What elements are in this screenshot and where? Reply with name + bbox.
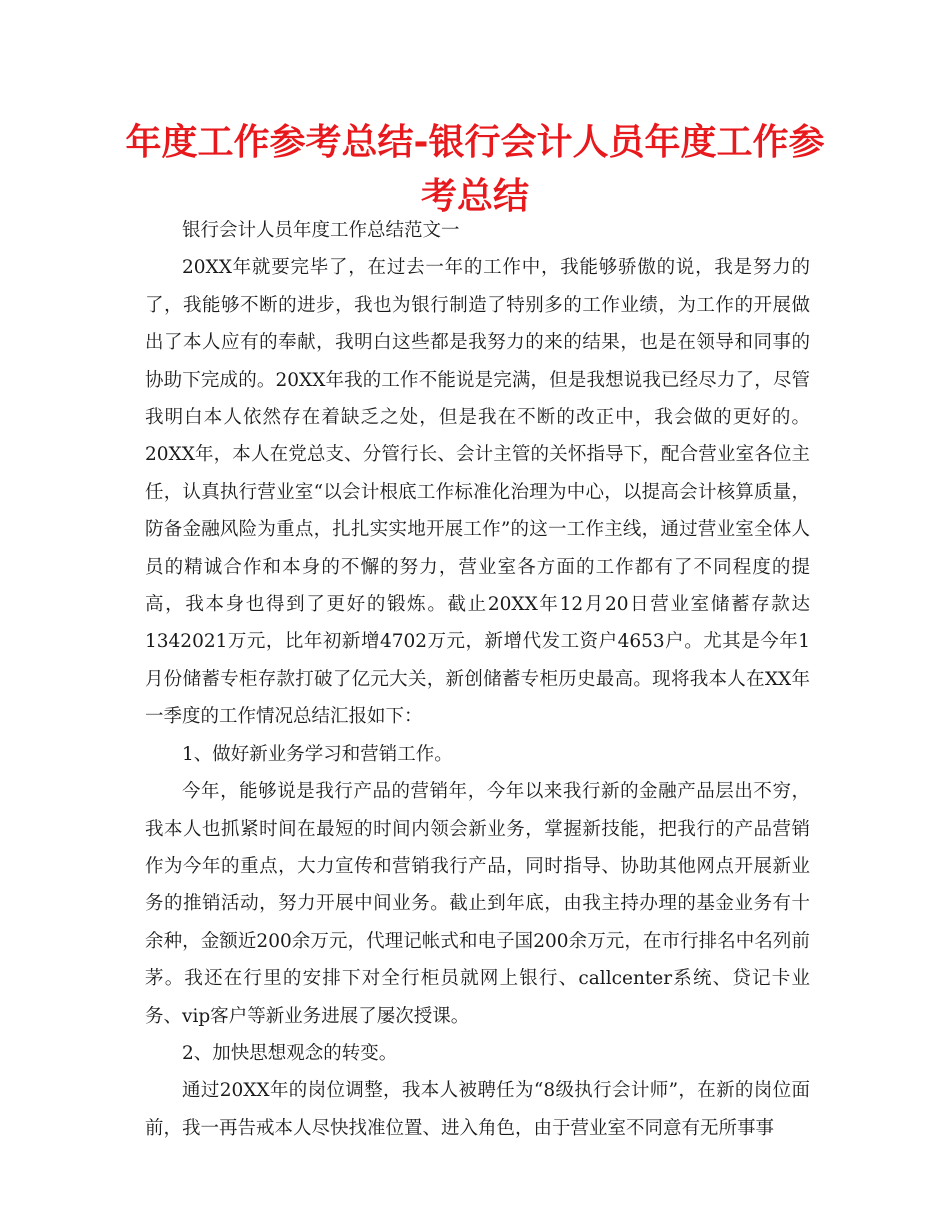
paragraph-intro: 20XX年就要完毕了，在过去一年的工作中，我能够骄傲的说，我是努力的了，我能够不断的进步，我也为银行制造了特别多的工作业绩，为工作的开展做出了本人应有的奉献，我明白这些都是我努力的来的结果，也是在领导和同事的协助下完成的。20XX年我的工作不能说是完满，但是我想说我已经尽力了，尽管我明白本人依然存在着缺乏之处，但是我在不断的改正中，我会做的更好的。20XX年，本人在党总支、分管行长、会计主管的关怀指导下，配合营业室各位主任，认真执行营业室“以会计根底工作标准化治理为中心，以提高会计核算质量，防备金融风险为重点，扎扎实实地开展工作”的这一工作主线，通过营业室全体人员的精诚合作和本身的不懈的努力，营业室各方面的工作都有了不同程度的提高，我本身也得到了更好的锻炼。截止20XX年12月20日营业室储蓄存款达1342021万元，比年初新增4702万元，新增代发工资户4653户。尤其是今年1月份储蓄专柜存款打破了亿元大关，新创储蓄专柜历史最高。现将我本人在XX年一季度的工作情况总结汇报如下： — [145, 257, 810, 728]
section-heading-2: 2、加快思想观念的转变。 — [182, 1042, 398, 1064]
document-body — [145, 212, 810, 1147]
paragraph-section-2: 通过20XX年的岗位调整，我本人被聘任为“8级执行会计师”，在新的岗位面前，我一再告戒本人尽快找准位置、进入角色，由于营业室不同意有无所事事 — [145, 1080, 810, 1139]
document-title: 年度工作参考总结-银行会计人员年度工作参考总结 — [125, 122, 825, 217]
paragraph-section-1: 今年，能够说是我行产品的营销年，今年以来我行新的金融产品层出不穷，我本人也抓紧时间在最短的时间内领会新业务，掌握新技能，把我行的产品营销作为今年的重点，大力宣传和营销我行产品，同时指导、协助其他网点开展新业务的推销活动，努力开展中间业务。截止到年底，由我主持办理的基金业务有十余种，金额近200余万元，代理记帐式和电子国200余万元，在市行排名中名列前茅。我还在行里的安排下对全行柜员就网上银行、callcenter系统、贷记卡业务、vip客户等新业务进展了屡次授课。 — [145, 781, 810, 1027]
paragraph-subtitle: 银行会计人员年度工作总结范文一 — [182, 220, 460, 241]
section-heading-1: 1、做好新业务学习和营销工作。 — [182, 743, 453, 765]
